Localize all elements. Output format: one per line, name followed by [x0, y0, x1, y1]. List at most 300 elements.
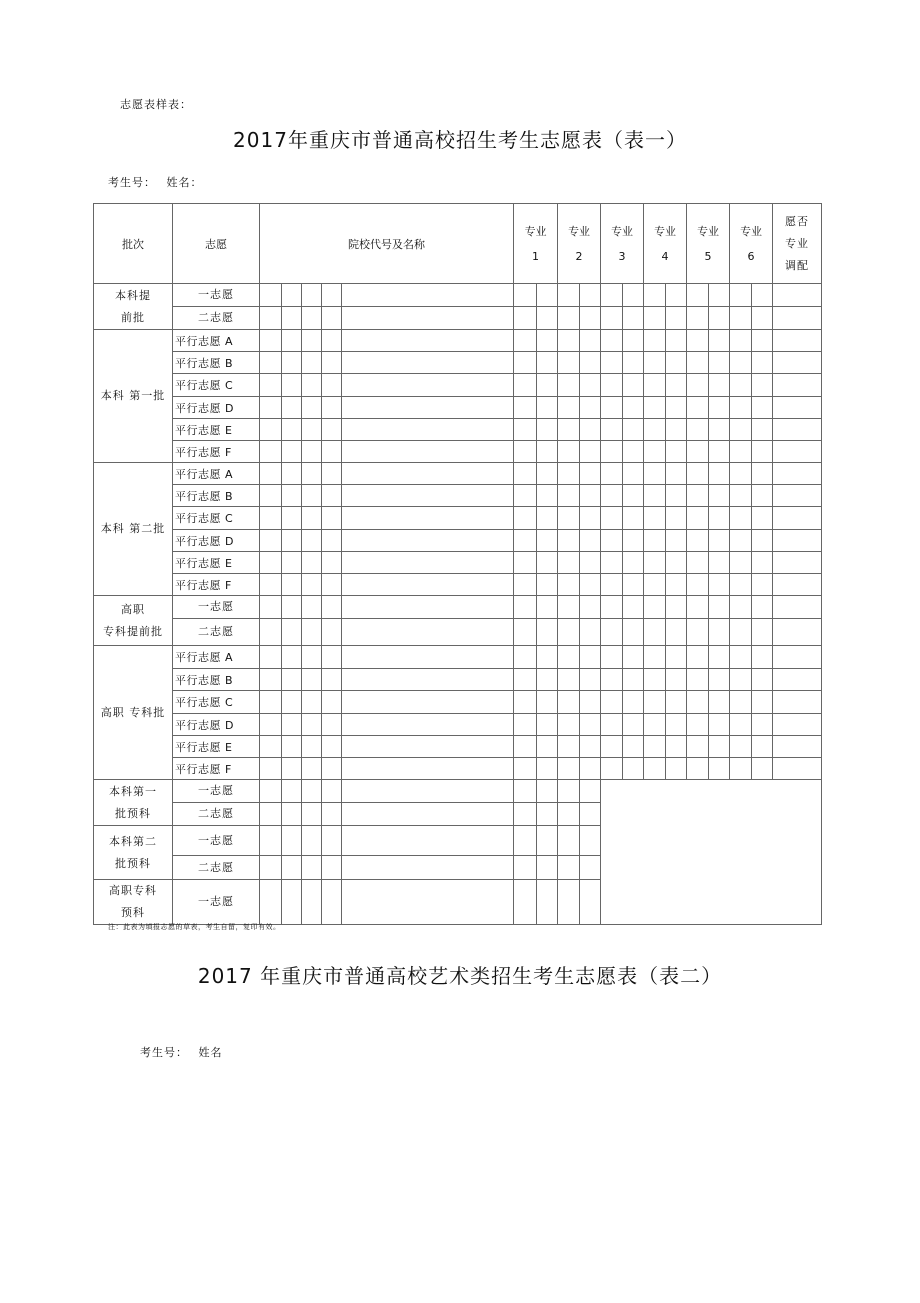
entry-cell[interactable]	[322, 758, 342, 780]
entry-cell[interactable]	[260, 880, 282, 925]
entry-cell[interactable]	[302, 736, 322, 758]
entry-cell[interactable]	[302, 485, 322, 507]
entry-cell[interactable]	[580, 880, 601, 925]
entry-cell[interactable]	[558, 330, 580, 352]
entry-cell[interactable]	[322, 646, 342, 669]
entry-cell[interactable]	[322, 596, 342, 619]
entry-cell[interactable]	[514, 646, 537, 669]
entry-cell[interactable]	[558, 691, 580, 714]
entry-cell[interactable]	[773, 530, 822, 552]
entry-cell[interactable]	[260, 441, 282, 463]
entry-cell[interactable]	[282, 803, 302, 826]
entry-cell[interactable]	[709, 352, 730, 374]
entry-cell[interactable]	[514, 441, 537, 463]
entry-cell[interactable]	[342, 596, 514, 619]
entry-cell[interactable]	[644, 530, 666, 552]
entry-cell[interactable]	[601, 330, 623, 352]
entry-cell[interactable]	[752, 352, 773, 374]
entry-cell[interactable]	[773, 552, 822, 574]
entry-cell[interactable]	[601, 646, 623, 669]
entry-cell[interactable]	[282, 780, 302, 803]
entry-cell[interactable]	[709, 485, 730, 507]
entry-cell[interactable]	[752, 646, 773, 669]
entry-cell[interactable]	[601, 352, 623, 374]
entry-cell[interactable]	[514, 307, 537, 330]
entry-cell[interactable]	[580, 330, 601, 352]
entry-cell[interactable]	[558, 714, 580, 736]
entry-cell[interactable]	[709, 714, 730, 736]
entry-cell[interactable]	[687, 485, 709, 507]
entry-cell[interactable]	[666, 758, 687, 780]
entry-cell[interactable]	[601, 691, 623, 714]
entry-cell[interactable]	[342, 284, 514, 307]
entry-cell[interactable]	[644, 352, 666, 374]
entry-cell[interactable]	[514, 596, 537, 619]
entry-cell[interactable]	[623, 463, 644, 485]
entry-cell[interactable]	[601, 441, 623, 463]
entry-cell[interactable]	[537, 284, 558, 307]
entry-cell[interactable]	[601, 552, 623, 574]
entry-cell[interactable]	[302, 507, 322, 530]
entry-cell[interactable]	[282, 374, 302, 397]
entry-cell[interactable]	[302, 330, 322, 352]
entry-cell[interactable]	[322, 691, 342, 714]
entry-cell[interactable]	[752, 374, 773, 397]
entry-cell[interactable]	[730, 691, 752, 714]
entry-cell[interactable]	[580, 596, 601, 619]
entry-cell[interactable]	[514, 736, 537, 758]
entry-cell[interactable]	[687, 646, 709, 669]
entry-cell[interactable]	[709, 284, 730, 307]
entry-cell[interactable]	[580, 803, 601, 826]
entry-cell[interactable]	[666, 330, 687, 352]
entry-cell[interactable]	[514, 669, 537, 691]
entry-cell[interactable]	[730, 284, 752, 307]
entry-cell[interactable]	[558, 826, 580, 856]
entry-cell[interactable]	[342, 646, 514, 669]
entry-cell[interactable]	[666, 619, 687, 646]
entry-cell[interactable]	[601, 574, 623, 596]
entry-cell[interactable]	[601, 758, 623, 780]
entry-cell[interactable]	[773, 441, 822, 463]
entry-cell[interactable]	[709, 530, 730, 552]
entry-cell[interactable]	[282, 419, 302, 441]
entry-cell[interactable]	[537, 307, 558, 330]
entry-cell[interactable]	[644, 596, 666, 619]
entry-cell[interactable]	[282, 856, 302, 880]
entry-cell[interactable]	[666, 419, 687, 441]
entry-cell[interactable]	[260, 330, 282, 352]
entry-cell[interactable]	[623, 574, 644, 596]
entry-cell[interactable]	[558, 397, 580, 419]
entry-cell[interactable]	[282, 596, 302, 619]
entry-cell[interactable]	[342, 530, 514, 552]
entry-cell[interactable]	[752, 758, 773, 780]
entry-cell[interactable]	[730, 619, 752, 646]
entry-cell[interactable]	[322, 780, 342, 803]
entry-cell[interactable]	[537, 691, 558, 714]
entry-cell[interactable]	[514, 419, 537, 441]
entry-cell[interactable]	[322, 507, 342, 530]
entry-cell[interactable]	[514, 574, 537, 596]
entry-cell[interactable]	[537, 507, 558, 530]
entry-cell[interactable]	[580, 758, 601, 780]
entry-cell[interactable]	[558, 374, 580, 397]
entry-cell[interactable]	[752, 530, 773, 552]
entry-cell[interactable]	[558, 485, 580, 507]
entry-cell[interactable]	[537, 574, 558, 596]
entry-cell[interactable]	[322, 714, 342, 736]
entry-cell[interactable]	[558, 463, 580, 485]
entry-cell[interactable]	[342, 736, 514, 758]
entry-cell[interactable]	[342, 691, 514, 714]
entry-cell[interactable]	[322, 307, 342, 330]
entry-cell[interactable]	[580, 552, 601, 574]
entry-cell[interactable]	[282, 352, 302, 374]
entry-cell[interactable]	[752, 691, 773, 714]
entry-cell[interactable]	[342, 780, 514, 803]
entry-cell[interactable]	[601, 374, 623, 397]
entry-cell[interactable]	[773, 574, 822, 596]
entry-cell[interactable]	[601, 419, 623, 441]
entry-cell[interactable]	[773, 284, 822, 307]
entry-cell[interactable]	[730, 714, 752, 736]
entry-cell[interactable]	[260, 714, 282, 736]
entry-cell[interactable]	[580, 419, 601, 441]
entry-cell[interactable]	[558, 619, 580, 646]
entry-cell[interactable]	[282, 507, 302, 530]
entry-cell[interactable]	[752, 507, 773, 530]
entry-cell[interactable]	[260, 596, 282, 619]
entry-cell[interactable]	[730, 530, 752, 552]
entry-cell[interactable]	[580, 374, 601, 397]
entry-cell[interactable]	[514, 619, 537, 646]
entry-cell[interactable]	[282, 574, 302, 596]
entry-cell[interactable]	[302, 780, 322, 803]
entry-cell[interactable]	[709, 374, 730, 397]
entry-cell[interactable]	[752, 552, 773, 574]
entry-cell[interactable]	[282, 397, 302, 419]
entry-cell[interactable]	[514, 530, 537, 552]
entry-cell[interactable]	[537, 714, 558, 736]
entry-cell[interactable]	[687, 374, 709, 397]
entry-cell[interactable]	[730, 758, 752, 780]
entry-cell[interactable]	[623, 307, 644, 330]
entry-cell[interactable]	[342, 463, 514, 485]
entry-cell[interactable]	[601, 736, 623, 758]
entry-cell[interactable]	[601, 619, 623, 646]
entry-cell[interactable]	[666, 669, 687, 691]
entry-cell[interactable]	[730, 507, 752, 530]
entry-cell[interactable]	[752, 619, 773, 646]
entry-cell[interactable]	[752, 736, 773, 758]
entry-cell[interactable]	[282, 691, 302, 714]
entry-cell[interactable]	[687, 736, 709, 758]
entry-cell[interactable]	[644, 330, 666, 352]
entry-cell[interactable]	[580, 485, 601, 507]
entry-cell[interactable]	[342, 330, 514, 352]
entry-cell[interactable]	[282, 736, 302, 758]
entry-cell[interactable]	[773, 736, 822, 758]
entry-cell[interactable]	[558, 284, 580, 307]
entry-cell[interactable]	[666, 530, 687, 552]
entry-cell[interactable]	[260, 552, 282, 574]
entry-cell[interactable]	[644, 552, 666, 574]
entry-cell[interactable]	[773, 758, 822, 780]
entry-cell[interactable]	[342, 507, 514, 530]
entry-cell[interactable]	[709, 507, 730, 530]
entry-cell[interactable]	[558, 530, 580, 552]
entry-cell[interactable]	[773, 307, 822, 330]
entry-cell[interactable]	[623, 530, 644, 552]
entry-cell[interactable]	[730, 552, 752, 574]
entry-cell[interactable]	[623, 419, 644, 441]
entry-cell[interactable]	[302, 307, 322, 330]
entry-cell[interactable]	[580, 463, 601, 485]
entry-cell[interactable]	[514, 826, 537, 856]
entry-cell[interactable]	[687, 714, 709, 736]
entry-cell[interactable]	[558, 552, 580, 574]
entry-cell[interactable]	[709, 596, 730, 619]
entry-cell[interactable]	[342, 856, 514, 880]
entry-cell[interactable]	[514, 552, 537, 574]
entry-cell[interactable]	[601, 463, 623, 485]
entry-cell[interactable]	[752, 714, 773, 736]
entry-cell[interactable]	[644, 691, 666, 714]
entry-cell[interactable]	[601, 485, 623, 507]
entry-cell[interactable]	[601, 284, 623, 307]
entry-cell[interactable]	[687, 307, 709, 330]
entry-cell[interactable]	[687, 397, 709, 419]
entry-cell[interactable]	[644, 463, 666, 485]
entry-cell[interactable]	[537, 374, 558, 397]
entry-cell[interactable]	[342, 485, 514, 507]
entry-cell[interactable]	[687, 419, 709, 441]
entry-cell[interactable]	[322, 397, 342, 419]
entry-cell[interactable]	[730, 669, 752, 691]
entry-cell[interactable]	[580, 646, 601, 669]
entry-cell[interactable]	[322, 669, 342, 691]
entry-cell[interactable]	[302, 596, 322, 619]
entry-cell[interactable]	[752, 284, 773, 307]
entry-cell[interactable]	[730, 596, 752, 619]
entry-cell[interactable]	[730, 736, 752, 758]
entry-cell[interactable]	[666, 284, 687, 307]
entry-cell[interactable]	[537, 330, 558, 352]
entry-cell[interactable]	[752, 330, 773, 352]
entry-cell[interactable]	[666, 441, 687, 463]
entry-cell[interactable]	[601, 714, 623, 736]
entry-cell[interactable]	[342, 441, 514, 463]
entry-cell[interactable]	[322, 880, 342, 925]
entry-cell[interactable]	[623, 646, 644, 669]
entry-cell[interactable]	[537, 826, 558, 856]
entry-cell[interactable]	[623, 691, 644, 714]
entry-cell[interactable]	[322, 419, 342, 441]
entry-cell[interactable]	[282, 646, 302, 669]
entry-cell[interactable]	[773, 374, 822, 397]
entry-cell[interactable]	[623, 330, 644, 352]
entry-cell[interactable]	[601, 596, 623, 619]
entry-cell[interactable]	[580, 441, 601, 463]
entry-cell[interactable]	[260, 352, 282, 374]
entry-cell[interactable]	[514, 856, 537, 880]
entry-cell[interactable]	[730, 646, 752, 669]
entry-cell[interactable]	[709, 397, 730, 419]
entry-cell[interactable]	[322, 374, 342, 397]
entry-cell[interactable]	[666, 736, 687, 758]
entry-cell[interactable]	[302, 758, 322, 780]
entry-cell[interactable]	[773, 646, 822, 669]
entry-cell[interactable]	[730, 307, 752, 330]
entry-cell[interactable]	[558, 352, 580, 374]
entry-cell[interactable]	[666, 352, 687, 374]
entry-cell[interactable]	[537, 880, 558, 925]
entry-cell[interactable]	[302, 803, 322, 826]
entry-cell[interactable]	[623, 397, 644, 419]
entry-cell[interactable]	[644, 646, 666, 669]
entry-cell[interactable]	[537, 596, 558, 619]
entry-cell[interactable]	[558, 803, 580, 826]
entry-cell[interactable]	[666, 552, 687, 574]
entry-cell[interactable]	[322, 826, 342, 856]
entry-cell[interactable]	[282, 758, 302, 780]
entry-cell[interactable]	[558, 880, 580, 925]
entry-cell[interactable]	[558, 419, 580, 441]
entry-cell[interactable]	[342, 826, 514, 856]
entry-cell[interactable]	[623, 485, 644, 507]
entry-cell[interactable]	[687, 758, 709, 780]
entry-cell[interactable]	[644, 419, 666, 441]
entry-cell[interactable]	[709, 330, 730, 352]
entry-cell[interactable]	[623, 552, 644, 574]
entry-cell[interactable]	[601, 669, 623, 691]
entry-cell[interactable]	[322, 856, 342, 880]
entry-cell[interactable]	[302, 619, 322, 646]
entry-cell[interactable]	[687, 691, 709, 714]
entry-cell[interactable]	[773, 619, 822, 646]
entry-cell[interactable]	[322, 530, 342, 552]
entry-cell[interactable]	[644, 284, 666, 307]
entry-cell[interactable]	[644, 669, 666, 691]
entry-cell[interactable]	[302, 284, 322, 307]
entry-cell[interactable]	[709, 419, 730, 441]
entry-cell[interactable]	[601, 507, 623, 530]
entry-cell[interactable]	[260, 485, 282, 507]
entry-cell[interactable]	[644, 714, 666, 736]
entry-cell[interactable]	[601, 397, 623, 419]
entry-cell[interactable]	[302, 397, 322, 419]
entry-cell[interactable]	[752, 485, 773, 507]
entry-cell[interactable]	[322, 803, 342, 826]
entry-cell[interactable]	[623, 758, 644, 780]
entry-cell[interactable]	[623, 374, 644, 397]
entry-cell[interactable]	[260, 619, 282, 646]
entry-cell[interactable]	[730, 463, 752, 485]
entry-cell[interactable]	[644, 736, 666, 758]
entry-cell[interactable]	[537, 669, 558, 691]
entry-cell[interactable]	[260, 736, 282, 758]
entry-cell[interactable]	[730, 441, 752, 463]
entry-cell[interactable]	[322, 574, 342, 596]
entry-cell[interactable]	[342, 374, 514, 397]
entry-cell[interactable]	[260, 530, 282, 552]
entry-cell[interactable]	[537, 646, 558, 669]
entry-cell[interactable]	[282, 307, 302, 330]
entry-cell[interactable]	[623, 441, 644, 463]
entry-cell[interactable]	[537, 441, 558, 463]
entry-cell[interactable]	[687, 530, 709, 552]
entry-cell[interactable]	[260, 307, 282, 330]
entry-cell[interactable]	[623, 507, 644, 530]
entry-cell[interactable]	[302, 374, 322, 397]
entry-cell[interactable]	[537, 758, 558, 780]
entry-cell[interactable]	[580, 307, 601, 330]
entry-cell[interactable]	[623, 352, 644, 374]
entry-cell[interactable]	[282, 714, 302, 736]
entry-cell[interactable]	[773, 691, 822, 714]
entry-cell[interactable]	[302, 352, 322, 374]
entry-cell[interactable]	[687, 669, 709, 691]
entry-cell[interactable]	[709, 646, 730, 669]
entry-cell[interactable]	[537, 397, 558, 419]
entry-cell[interactable]	[302, 669, 322, 691]
entry-cell[interactable]	[302, 530, 322, 552]
entry-cell[interactable]	[514, 284, 537, 307]
entry-cell[interactable]	[302, 441, 322, 463]
entry-cell[interactable]	[342, 758, 514, 780]
entry-cell[interactable]	[752, 441, 773, 463]
entry-cell[interactable]	[709, 441, 730, 463]
entry-cell[interactable]	[537, 552, 558, 574]
entry-cell[interactable]	[580, 507, 601, 530]
entry-cell[interactable]	[666, 596, 687, 619]
entry-cell[interactable]	[687, 507, 709, 530]
entry-cell[interactable]	[537, 352, 558, 374]
entry-cell[interactable]	[514, 463, 537, 485]
entry-cell[interactable]	[580, 691, 601, 714]
entry-cell[interactable]	[730, 574, 752, 596]
entry-cell[interactable]	[644, 485, 666, 507]
entry-cell[interactable]	[709, 691, 730, 714]
entry-cell[interactable]	[773, 463, 822, 485]
entry-cell[interactable]	[282, 530, 302, 552]
entry-cell[interactable]	[666, 307, 687, 330]
entry-cell[interactable]	[687, 463, 709, 485]
entry-cell[interactable]	[709, 736, 730, 758]
entry-cell[interactable]	[773, 485, 822, 507]
entry-cell[interactable]	[342, 397, 514, 419]
entry-cell[interactable]	[644, 307, 666, 330]
entry-cell[interactable]	[322, 284, 342, 307]
entry-cell[interactable]	[773, 669, 822, 691]
entry-cell[interactable]	[514, 714, 537, 736]
entry-cell[interactable]	[322, 352, 342, 374]
entry-cell[interactable]	[580, 284, 601, 307]
entry-cell[interactable]	[558, 736, 580, 758]
entry-cell[interactable]	[514, 507, 537, 530]
entry-cell[interactable]	[342, 574, 514, 596]
entry-cell[interactable]	[558, 669, 580, 691]
entry-cell[interactable]	[623, 619, 644, 646]
entry-cell[interactable]	[580, 856, 601, 880]
entry-cell[interactable]	[322, 552, 342, 574]
entry-cell[interactable]	[558, 574, 580, 596]
entry-cell[interactable]	[514, 758, 537, 780]
entry-cell[interactable]	[282, 826, 302, 856]
entry-cell[interactable]	[558, 441, 580, 463]
entry-cell[interactable]	[322, 441, 342, 463]
